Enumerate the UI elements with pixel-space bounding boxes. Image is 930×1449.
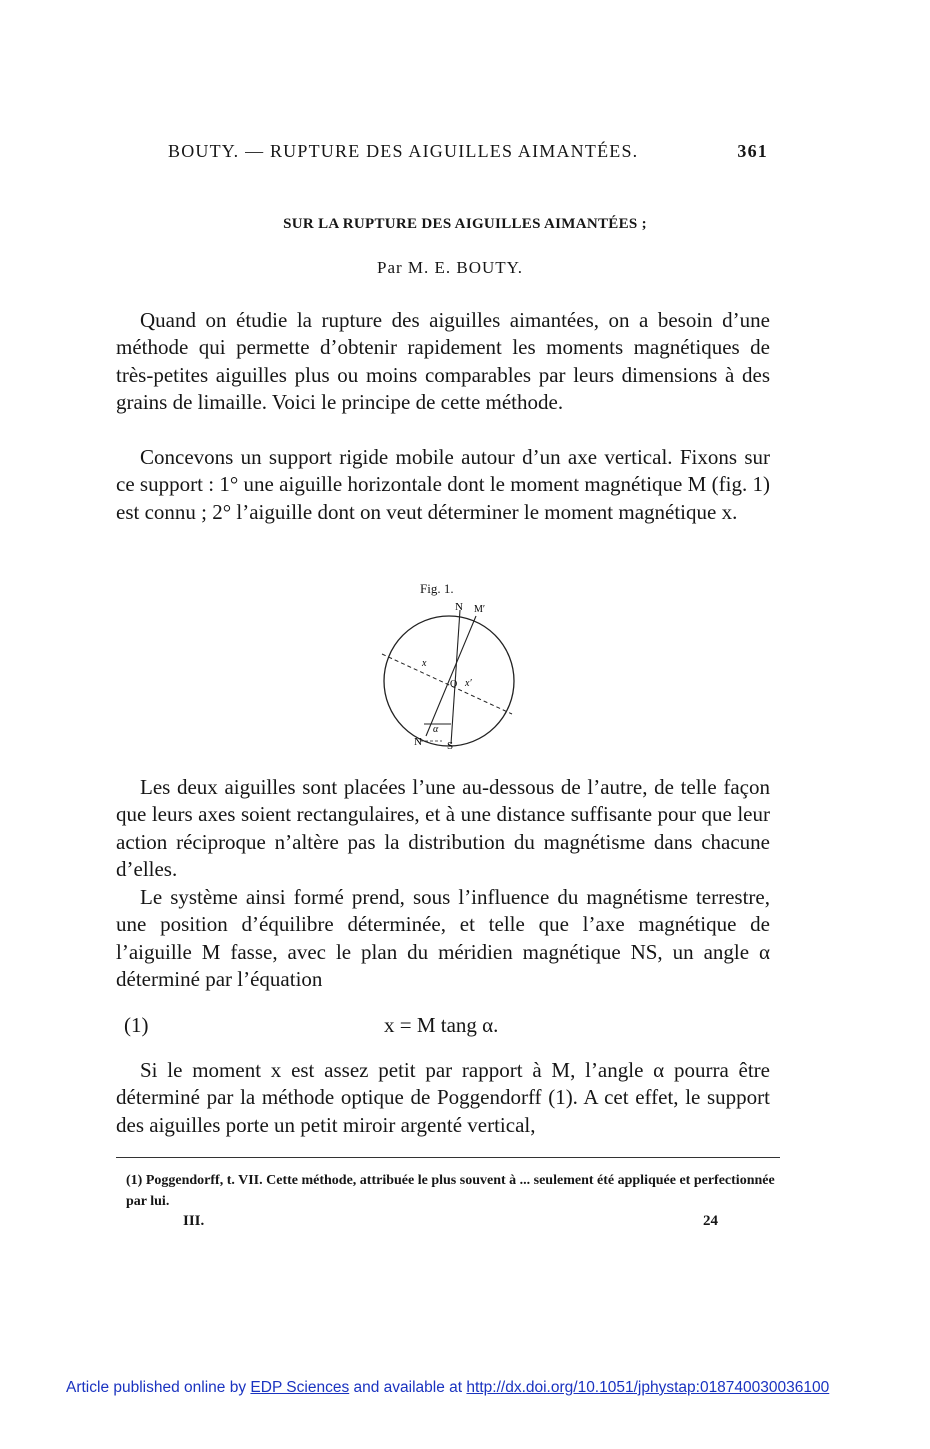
article-title: SUR LA RUPTURE DES AIGUILLES AIMANTÉES ;	[283, 216, 647, 232]
signature-sheet: 24	[703, 1213, 718, 1229]
equation-body: x = M tang α.	[384, 1013, 499, 1037]
paragraph-5: Si le moment x est assez petit par rapport à M, l’angle α pourra être déterminé par la méthode optique de Poggendorff (1). A cet effet, le support des aiguilles porte un petit miroir argenté vertical,	[116, 1058, 770, 1137]
signature-volume: III.	[183, 1213, 205, 1229]
figure-label: Fig. 1.	[420, 581, 454, 596]
doi-link[interactable]: http://dx.doi.org/10.1051/jphystap:018740030036100	[466, 1379, 830, 1396]
label-left-x: x	[422, 658, 427, 669]
needle-x-axis	[382, 654, 512, 714]
publisher-middle: and available at	[353, 1379, 463, 1396]
label-right-x: x′	[465, 678, 472, 689]
label-top-m: M′	[474, 604, 486, 615]
running-head	[168, 141, 768, 162]
label-bottom-s: S	[447, 740, 454, 752]
edp-sciences-link[interactable]: EDP Sciences	[250, 1379, 350, 1396]
paragraph-2: Concevons un support rigide mobile autour d’un axe vertical. Fixons sur ce support : 1° une aiguille horizontale dont le moment magnétique M (fig. 1) est connu ; 2° l’aiguille dont on veut déterminer le moment magnétique x.	[116, 445, 770, 524]
label-top-n: N	[455, 601, 463, 613]
label-center-o: O	[450, 679, 458, 690]
needle-m-axis	[426, 616, 476, 736]
label-bottom-n: N	[414, 736, 422, 748]
running-title: BOUTY. — RUPTURE DES AIGUILLES AIMANTÉES.	[168, 141, 639, 161]
paragraph-4: Le système ainsi formé prend, sous l’influence du magnétisme terrestre, une position d’équilibre déterminée, et telle que l’axe magnétique de l’aiguille M fasse, avec le plan du méridien magnétique NS, un angle α déterminé par l’équation	[116, 885, 770, 992]
equation-number: (1)	[124, 1013, 149, 1037]
paragraph-1: Quand on étudie la rupture des aiguilles aimantées, on a besoin d’une méthode qui permette d’obtenir rapidement les moments magnétiques de très-petites aiguilles plus ou moins comparables par leurs dimensions à des grains de limaille. Voici le principe de cette méthode.	[116, 308, 770, 415]
paragraph-3: Les deux aiguilles sont placées l’une au-dessous de l’autre, de telle façon que leurs axes soient rectangulaires, et à une distance suffisante pour que leur action réciproque n’altère pas la distribution du magnétisme dans chacune d’elles.	[116, 775, 770, 882]
label-alpha: α	[433, 724, 439, 735]
footnote: (1) Poggendorff, t. VII. Cette méthode, attribuée le plus souvent à ... seulement été appliquée et perfectionnée par lui.	[126, 1173, 775, 1209]
figure-1-diagram	[370, 596, 530, 756]
publisher-prefix: Article published online by	[66, 1379, 247, 1396]
article-author: Par M. E. BOUTY.	[376, 258, 524, 277]
page-number: 361	[737, 141, 768, 161]
footnote-rule	[116, 1157, 780, 1158]
meridian-line	[451, 610, 460, 744]
publisher-notice	[66, 1379, 829, 1397]
